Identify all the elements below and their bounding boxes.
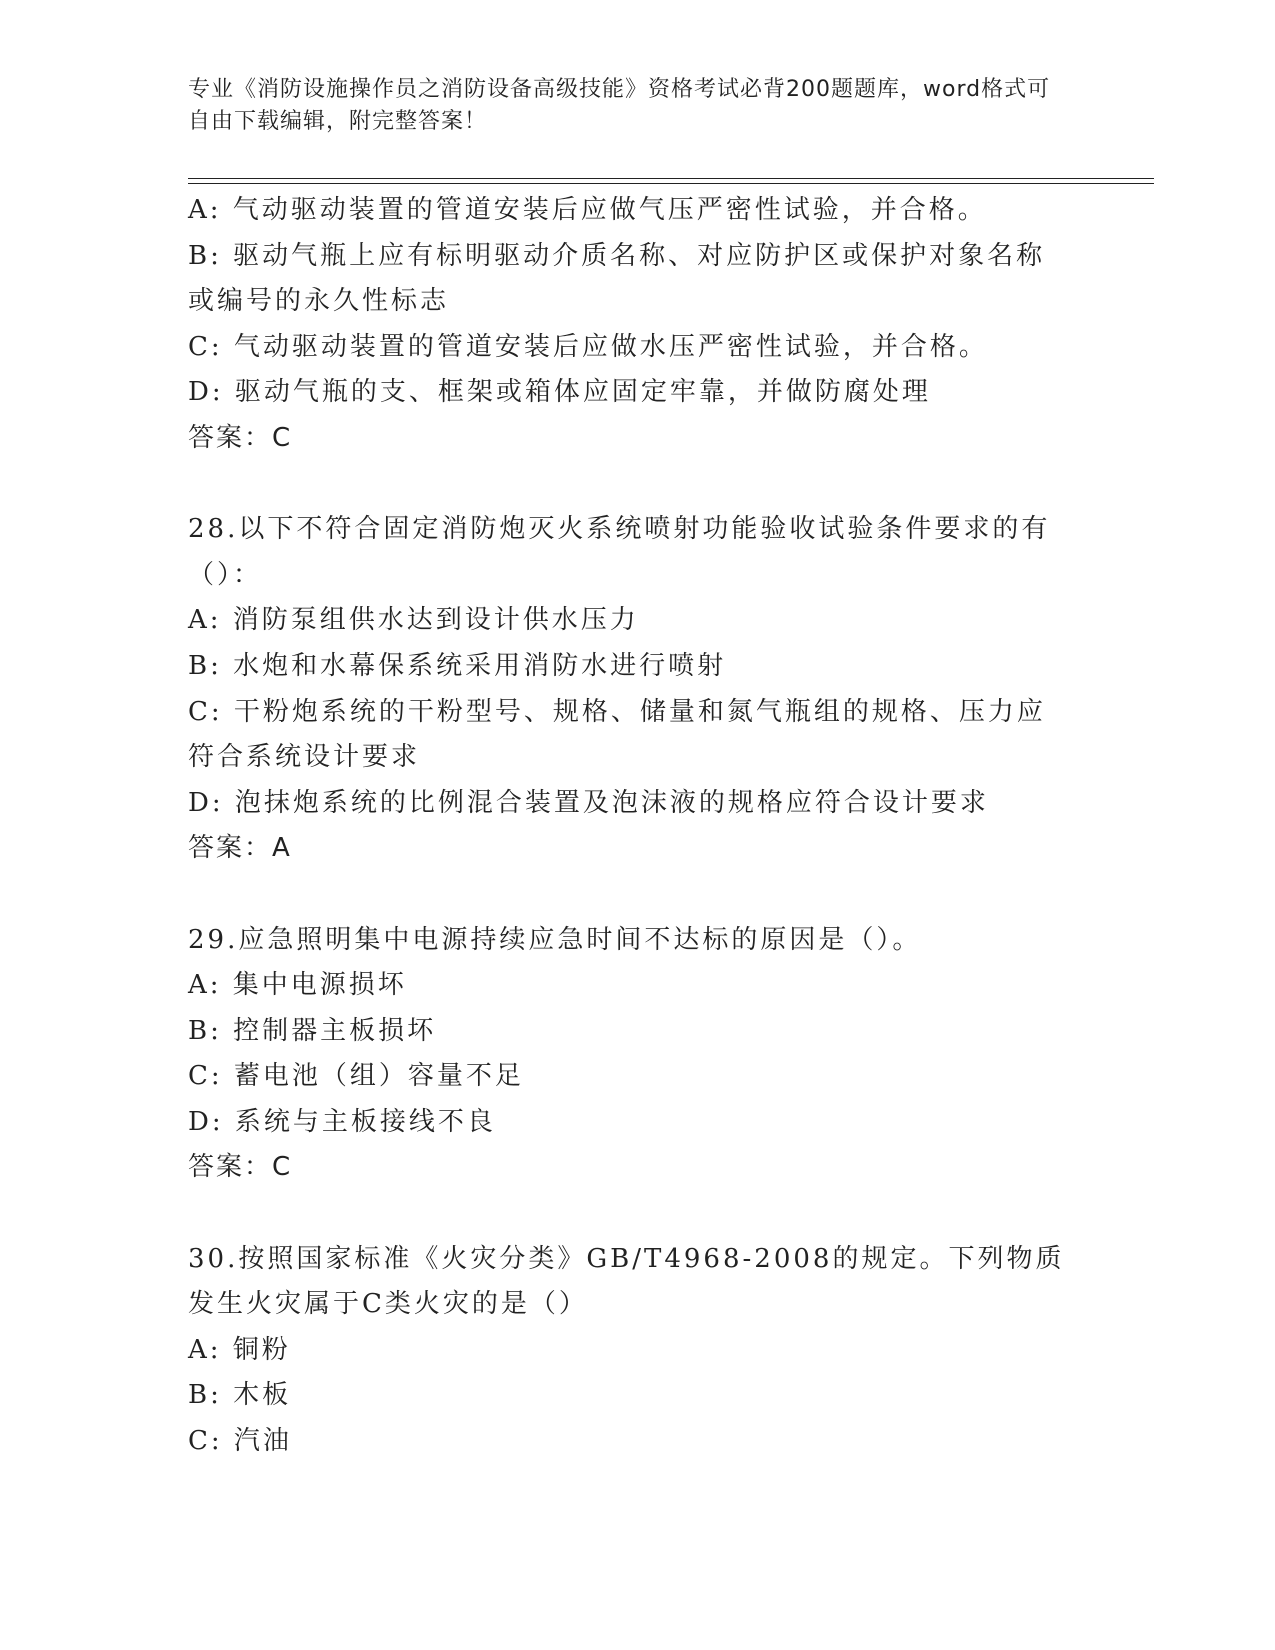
question-stem: 29.应急照明集中电源持续应急时间不达标的原因是（）。 — [188, 924, 922, 955]
option-a: A: 铜粉 — [188, 1334, 291, 1365]
option-b: B: 水炮和水幕保系统采用消防水进行喷射 — [188, 650, 727, 681]
spacer — [188, 872, 1068, 918]
answer: 答案：C — [188, 422, 293, 453]
question-stem: 30.按照国家标准《火灾分类》GB/T4968-2008的规定。下列物质发生火灾属于C类火灾的是（） — [188, 1243, 1065, 1320]
option-c: C: 蓄电池（组）容量不足 — [188, 1061, 524, 1092]
header-rule-bottom — [188, 183, 1154, 184]
question-28 — [188, 507, 1068, 872]
header-rule-top — [188, 178, 1154, 179]
option-c: C: 干粉炮系统的干粉型号、规格、储量和氮气瓶组的规格、压力应符合系统设计要求 — [188, 696, 1046, 773]
question-27-continued — [188, 188, 1068, 462]
question-stem: 28.以下不符合固定消防炮灭火系统喷射功能验收试验条件要求的有（）： — [188, 514, 1051, 590]
option-b: B: 驱动气瓶上应有标明驱动介质名称、对应防护区或保护对象名称或编号的永久性标志 — [188, 240, 1046, 317]
header-title: 专业《消防设施操作员之消防设备高级技能》资格考试必背200题题库，word格式可自由下载编辑，附完整答案！ — [188, 77, 1051, 134]
option-b: B: 木板 — [188, 1380, 292, 1411]
option-b: B: 控制器主板损坏 — [188, 1015, 437, 1046]
answer: 答案：C — [188, 1152, 293, 1183]
option-c: C: 气动驱动装置的管道安装后应做水压严密性试验，并合格。 — [188, 331, 988, 362]
document-header — [188, 74, 1068, 138]
option-a: A: 气动驱动装置的管道安装后应做气压严密性试验，并合格。 — [188, 195, 987, 225]
question-list — [188, 188, 1068, 1465]
option-a: A: 集中电源损坏 — [188, 970, 407, 1001]
question-29 — [188, 918, 1068, 1192]
answer: 答案：A — [188, 833, 292, 864]
option-d: D: 驱动气瓶的支、框架或箱体应固定牢靠，并做防腐处理 — [188, 377, 931, 408]
option-d: D: 泡抹炮系统的比例混合装置及泡沫液的规格应符合设计要求 — [188, 787, 989, 818]
option-d: D: 系统与主板接线不良 — [188, 1106, 496, 1137]
option-a: A: 消防泵组供水达到设计供水压力 — [188, 605, 639, 636]
spacer — [188, 462, 1068, 508]
spacer — [188, 1191, 1068, 1237]
option-c: C: 汽油 — [188, 1426, 292, 1457]
question-30 — [188, 1237, 1068, 1465]
